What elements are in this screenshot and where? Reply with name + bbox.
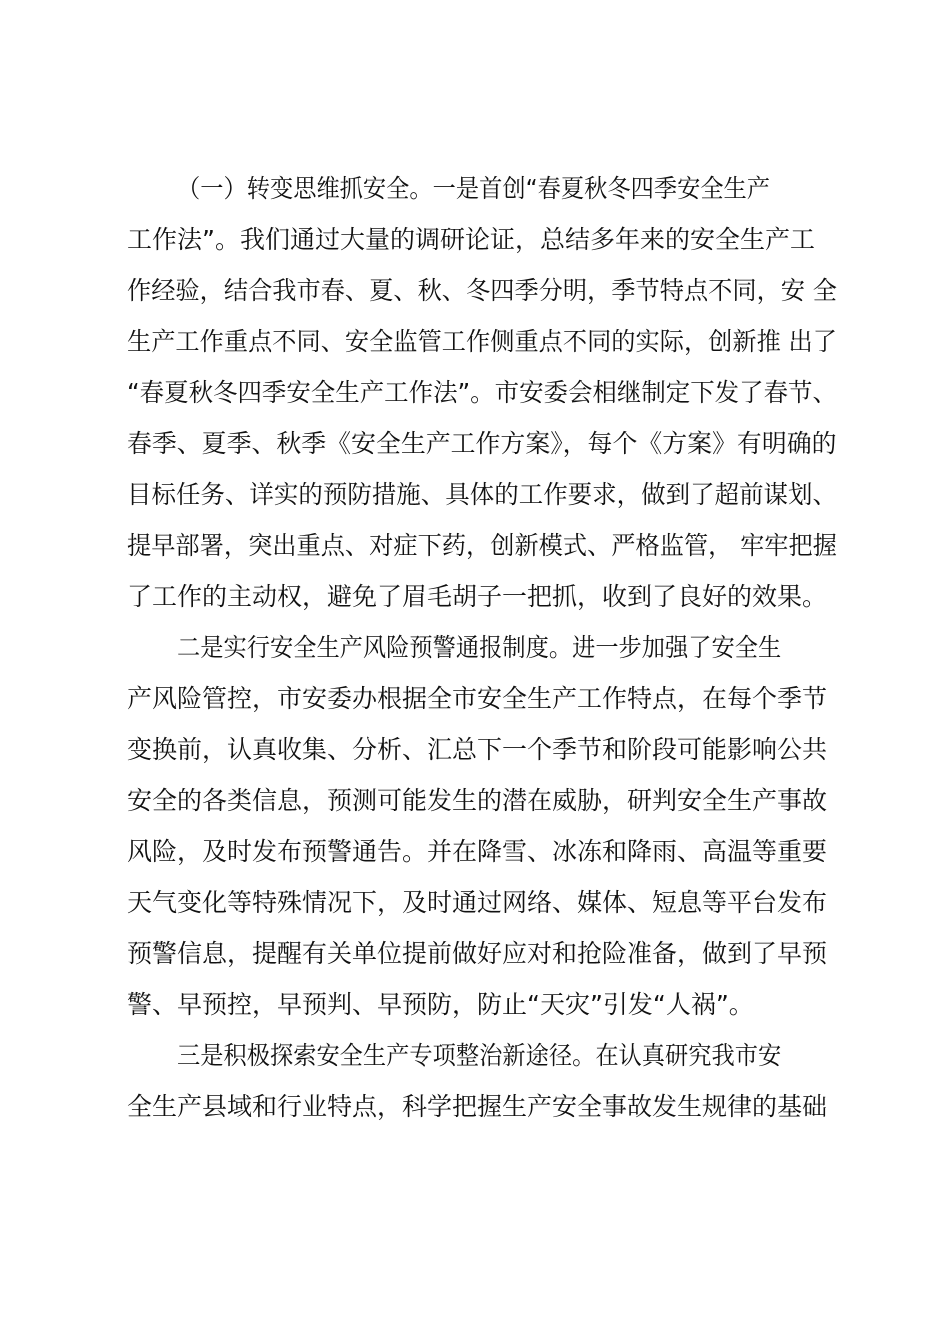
paragraph-3-line-2: 全生产县域和行业特点，科学把握生产安全事故发生规律的基础: [127, 1092, 828, 1121]
paragraph-1-line-8: 提早部署，突出重点、对症下药，创新模式、严格监管， 牢牢把握: [127, 531, 837, 560]
paragraph-2-line-1: 二是实行安全生产风险预警通报制度。进一步加强了安全生: [177, 633, 782, 662]
paragraph-1-line-5: “春夏秋冬四季安全生产工作法”。市安委会相继制定下发了春节、: [127, 378, 837, 407]
paragraph-1-line-3: 作经验，结合我市春、夏、秋、冬四季分明，季节特点不同，安 全: [127, 276, 837, 305]
paragraph-2-line-5: 风险，及时发布预警通告。并在降雪、冰冻和降雨、高温等重要: [127, 837, 828, 866]
paragraph-2-line-2: 产风险管控，市安委办根据全市安全生产工作特点，在每个季节: [127, 684, 828, 713]
paragraph-1-line-9: 了工作的主动权，避免了眉毛胡子一把抓，收到了良好的效果。: [127, 582, 828, 611]
paragraph-2-line-3: 变换前，认真收集、分析、汇总下一个季节和阶段可能影响公共: [127, 735, 828, 764]
paragraph-2-line-6: 天气变化等特殊情况下，及时通过网络、媒体、短息等平台发布: [127, 888, 828, 917]
paragraph-3-line-1: 三是积极探索安全生产专项整治新途径。在认真研究我市安: [177, 1041, 782, 1070]
paragraph-2-line-4: 安全的各类信息，预测可能发生的潜在威胁，研判安全生产事故: [127, 786, 828, 815]
paragraph-1-line-7: 目标任务、详实的预防措施、具体的工作要求，做到了超前谋划、: [127, 480, 838, 509]
paragraph-1-line-4: 生产工作重点不同、安全监管工作侧重点不同的实际，创新推 出了: [127, 327, 837, 356]
paragraph-1-line-1: （一）转变思维抓安全。一是首创“春夏秋冬四季安全生产: [177, 174, 771, 203]
paragraph-1-line-6: 春季、夏季、秋季《安全生产工作方案》，每个《方案》有明确的: [127, 429, 837, 458]
paragraph-2-line-7: 预警信息，提醒有关单位提前做好应对和抢险准备，做到了早预: [127, 939, 828, 968]
paragraph-2-line-8: 警、早预控，早预判、早预防，防止“天灾”引发“人祸”。: [127, 990, 754, 1019]
paragraph-1-line-2: 工作法”。我们通过大量的调研论证，总结多年来的安全生产工: [127, 225, 815, 254]
